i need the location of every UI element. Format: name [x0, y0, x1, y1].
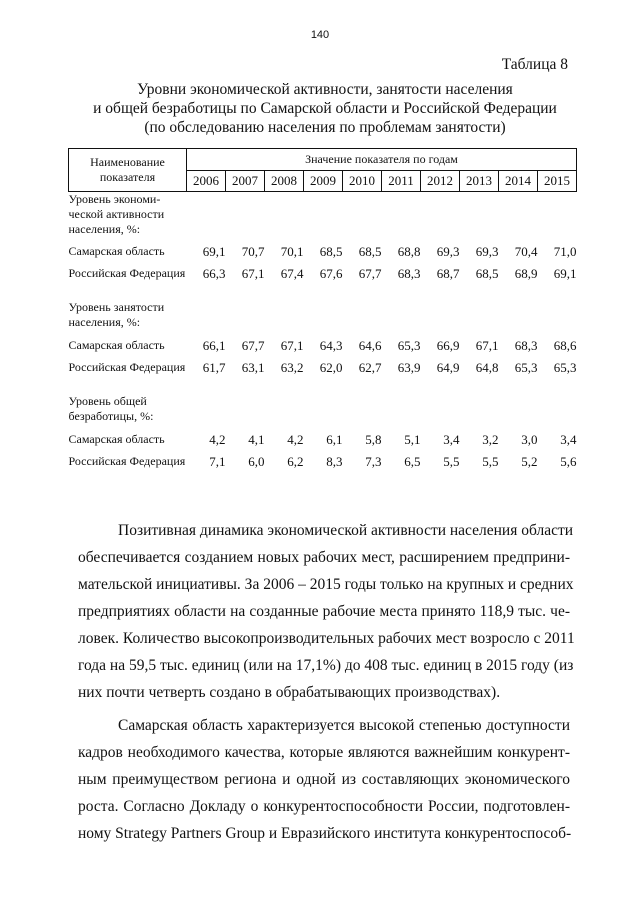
table-row	[69, 360, 577, 394]
value-cell: 6,5	[404, 454, 421, 469]
value-cell: 67,6	[319, 266, 343, 281]
value-cell: 67,1	[475, 338, 499, 353]
value-cell: 66,1	[202, 338, 226, 353]
text-line: предприятиях области на созданные рабочие места принято 118,9 тыс. че-	[78, 603, 570, 620]
year-header-cell: 2013	[460, 170, 499, 192]
value-cell: 5,6	[560, 454, 577, 469]
group-heading-row	[69, 394, 577, 432]
value-cell: 68,5	[358, 244, 382, 259]
empty-cell	[460, 394, 499, 432]
value-cell: 5,8	[365, 432, 382, 447]
empty-cell	[187, 394, 226, 432]
text-line: кадров необходимого качества, которые являются важнейшим конкурент-	[78, 744, 570, 761]
value-cell: 3,4	[560, 432, 577, 447]
group-label: Уровень экономи-ческой активности населения, %:	[68, 192, 165, 236]
empty-cell	[226, 394, 265, 432]
paragraph	[78, 517, 575, 706]
values-column-header: Значение показателя по годам	[187, 149, 577, 171]
text-line: обеспечивается созданием новых рабочих мест, расширением предприни-	[78, 549, 570, 566]
empty-cell	[499, 394, 538, 432]
value-cell: 63,1	[241, 360, 265, 375]
value-cell: 62,0	[319, 360, 343, 375]
value-cell: 64,9	[436, 360, 460, 375]
value-cell: 3,4	[443, 432, 460, 447]
text-line: Самарская область характеризуется высокой степенью доступности	[118, 717, 570, 734]
table-row	[69, 244, 577, 266]
value-cell: 6,1	[326, 432, 343, 447]
title-line: (по обследованию населения по проблемам занятости)	[144, 119, 506, 136]
value-cell: 4,1	[248, 432, 265, 447]
text-line: роста. Согласно Докладу о конкурентоспособности России, подготовлен-	[78, 798, 570, 815]
value-cell: 7,1	[209, 454, 226, 469]
value-cell: 67,1	[280, 338, 304, 353]
value-cell: 68,7	[436, 266, 460, 281]
row-label: Российская Федерация	[68, 266, 186, 280]
group-heading-row	[69, 192, 577, 245]
empty-cell	[226, 192, 265, 245]
value-cell: 65,3	[553, 360, 577, 375]
value-cell: 4,2	[209, 432, 226, 447]
year-header-cell: 2011	[382, 170, 421, 192]
row-label: Самарская область	[68, 244, 165, 258]
empty-cell	[265, 300, 304, 338]
row-label: Самарская область	[68, 432, 165, 446]
value-cell: 68,6	[553, 338, 577, 353]
year-header-cell: 2008	[265, 170, 304, 192]
value-cell: 4,2	[287, 432, 304, 447]
empty-cell	[304, 192, 343, 245]
value-cell: 71,0	[553, 244, 577, 259]
value-cell: 68,8	[397, 244, 421, 259]
title-line: и общей безработицы по Самарской области и Российской Федерации	[93, 100, 557, 117]
year-header-cell: 2010	[343, 170, 382, 192]
value-cell: 7,3	[365, 454, 382, 469]
empty-cell	[304, 394, 343, 432]
text-line: них почти четверть создано в обрабатывающих производствах).	[78, 684, 501, 701]
empty-cell	[499, 300, 538, 338]
value-cell: 5,1	[404, 432, 421, 447]
value-cell: 64,3	[319, 338, 343, 353]
value-cell: 68,5	[475, 266, 499, 281]
value-cell: 8,3	[326, 454, 343, 469]
paragraph	[78, 712, 570, 847]
value-cell: 63,2	[280, 360, 304, 375]
data-table	[68, 148, 577, 488]
value-cell: 6,2	[287, 454, 304, 469]
empty-cell	[343, 300, 382, 338]
value-cell: 65,3	[397, 338, 421, 353]
value-cell: 64,6	[358, 338, 382, 353]
title-line: Уровни экономической активности, занятости населения	[137, 81, 513, 98]
table-row	[69, 454, 577, 488]
value-cell: 69,1	[202, 244, 226, 259]
year-header-cell: 2015	[538, 170, 577, 192]
value-cell: 68,3	[514, 338, 538, 353]
value-cell: 69,1	[553, 266, 577, 281]
value-cell: 67,4	[280, 266, 304, 281]
value-cell: 6,0	[248, 454, 265, 469]
empty-cell	[421, 300, 460, 338]
empty-cell	[382, 300, 421, 338]
text-line: ловек. Количество высокопроизводительных рабочих мест возросло с 2011	[78, 630, 575, 647]
empty-cell	[421, 394, 460, 432]
empty-cell	[460, 300, 499, 338]
value-cell: 64,8	[475, 360, 499, 375]
value-cell: 67,7	[358, 266, 382, 281]
group-label: Уровень занятости населения, %:	[68, 300, 165, 329]
value-cell: 70,1	[280, 244, 304, 259]
empty-cell	[265, 192, 304, 245]
empty-cell	[538, 394, 577, 432]
text-line: года на 59,5 тыс. единиц (или на 17,1%) до 408 тыс. единиц в 2015 году (из	[78, 657, 574, 674]
year-header-cell: 2012	[421, 170, 460, 192]
page-number: 140	[310, 29, 330, 41]
name-column-header: Наименование показателя	[69, 149, 187, 192]
year-header-cell: 2007	[226, 170, 265, 192]
value-cell: 69,3	[475, 244, 499, 259]
empty-cell	[382, 394, 421, 432]
value-cell: 69,3	[436, 244, 460, 259]
table-row	[69, 432, 577, 454]
empty-cell	[499, 192, 538, 245]
row-label: Российская Федерация	[68, 454, 186, 468]
row-label: Российская Федерация	[68, 360, 186, 374]
value-cell: 66,9	[436, 338, 460, 353]
empty-cell	[265, 394, 304, 432]
empty-cell	[538, 300, 577, 338]
empty-cell	[304, 300, 343, 338]
value-cell: 65,3	[514, 360, 538, 375]
text-line: ным преимуществом региона и одной из составляющих экономического	[78, 771, 570, 788]
value-cell: 5,5	[482, 454, 499, 469]
value-cell: 66,3	[202, 266, 226, 281]
empty-cell	[460, 192, 499, 245]
value-cell: 63,9	[397, 360, 421, 375]
text-line: Позитивная динамика экономической активности населения области	[118, 522, 574, 539]
value-cell: 3,0	[521, 432, 538, 447]
text-line: ному Strategy Partners Group и Евразийского института конкурентоспособ-	[78, 825, 572, 842]
year-header-cell: 2006	[187, 170, 226, 192]
empty-cell	[421, 192, 460, 245]
value-cell: 62,7	[358, 360, 382, 375]
empty-cell	[226, 300, 265, 338]
table-row	[69, 338, 577, 360]
table-label: Таблица 8	[501, 56, 568, 73]
value-cell: 5,2	[521, 454, 538, 469]
table-title	[60, 80, 590, 137]
group-label: Уровень общей безработицы, %:	[68, 394, 154, 423]
value-cell: 70,4	[514, 244, 538, 259]
empty-cell	[538, 192, 577, 245]
empty-cell	[187, 192, 226, 245]
year-header-cell: 2009	[304, 170, 343, 192]
text-line: мательской инициативы. За 2006 – 2015 годы только на крупных и средних	[78, 576, 574, 593]
empty-cell	[343, 192, 382, 245]
value-cell: 5,5	[443, 454, 460, 469]
year-header-cell: 2014	[499, 170, 538, 192]
value-cell: 68,3	[397, 266, 421, 281]
group-heading-row	[69, 300, 577, 338]
value-cell: 61,7	[202, 360, 226, 375]
row-label: Самарская область	[68, 338, 165, 352]
value-cell: 70,7	[241, 244, 265, 259]
empty-cell	[382, 192, 421, 245]
value-cell: 68,5	[319, 244, 343, 259]
value-cell: 67,7	[241, 338, 265, 353]
table-row	[69, 266, 577, 300]
value-cell: 3,2	[482, 432, 499, 447]
value-cell: 67,1	[241, 266, 265, 281]
value-cell: 68,9	[514, 266, 538, 281]
empty-cell	[187, 300, 226, 338]
empty-cell	[343, 394, 382, 432]
